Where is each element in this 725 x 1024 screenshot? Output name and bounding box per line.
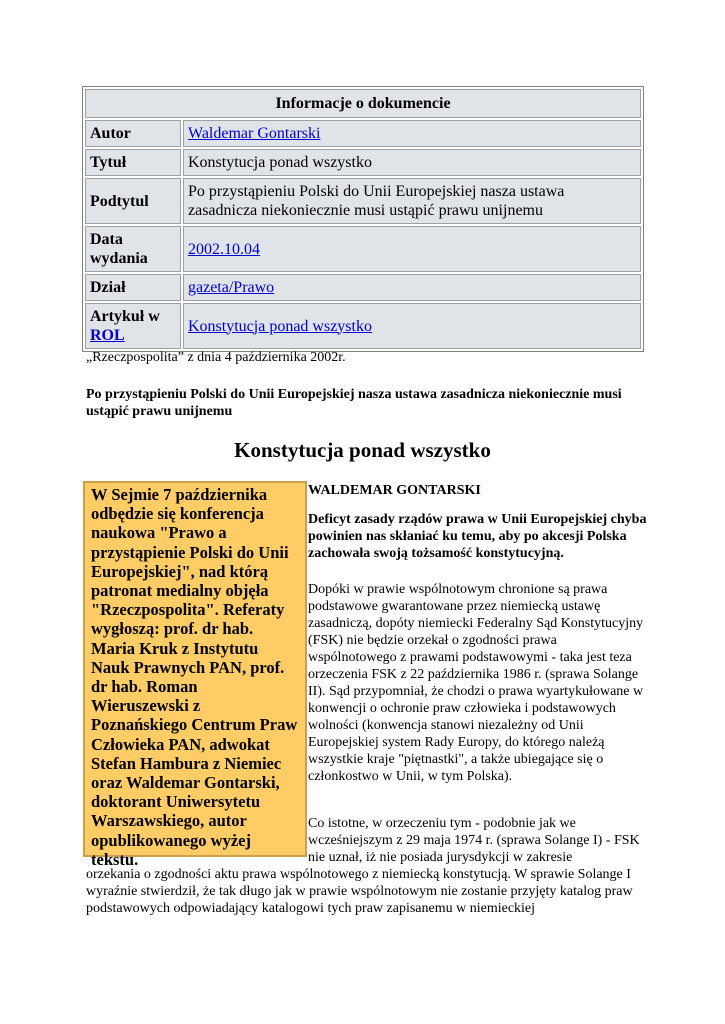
title-label: Tytuł <box>85 149 181 176</box>
table-row <box>85 226 641 272</box>
subtitle-value: Po przystąpieniu Polski do Unii Europejskiej nasza ustawa zasadnicza niekoniecznie musi ustąpić prawu unijnemu <box>183 178 641 224</box>
section-link[interactable]: gazeta/Prawo <box>188 279 275 296</box>
subtitle-label: Podtytul <box>85 178 181 224</box>
author-link[interactable]: Waldemar Gontarski <box>188 125 321 142</box>
table-row <box>85 274 641 301</box>
article-in-label <box>85 303 181 349</box>
article-in-prefix: Artykuł w <box>90 308 160 325</box>
table-row <box>85 303 641 349</box>
table-header: Informacje o dokumencie <box>85 89 641 118</box>
section-label: Dział <box>85 274 181 301</box>
lead-paragraph: Po przystąpieniu Polski do Unii Europejskiej nasza ustawa zasadnicza niekoniecznie musi ustąpić prawu unijnemu <box>86 387 622 419</box>
table-header-row <box>85 89 641 118</box>
article-paragraph-2-continued: orzekania o zgodności aktu prawa wspólnotowego z niemiecką konstytucją. W sprawie Solange I wyraźnie stwierdził, że tak długo jak w prawie wspólnotowym nie zostanie przyjęty katalog praw podstawowych odpowiadający katalogowi tych praw zapisanemu w niemieckiej <box>86 867 633 916</box>
date-label: Data wydania <box>85 226 181 272</box>
source-line: „Rzeczpospolita” z dnia 4 października 2002r. <box>86 350 346 365</box>
document-info-table <box>82 86 644 352</box>
rol-link[interactable]: ROL <box>90 327 125 344</box>
article-title: Konstytucja ponad wszystko <box>234 438 491 462</box>
table-row <box>85 120 641 147</box>
article-intro: Deficyt zasady rządów prawa w Unii Europejskiej chyba powinien nas skłaniać ku temu, aby po akcesji Polska zachowała swoją tożsamość konstytucyjną. <box>308 512 647 561</box>
article-paragraph: Dopóki w prawie wspólnotowym chronione są prawa podstawowe gwarantowane przez niemiecką ustawę zasadniczą, dopóty niemiecki Federalny Sąd Konstytucyjny (FSK) nie będzie orzekał o zgodności prawa wspólnotowego z prawami podstawowymi - taka jest teza orzeczenia FSK z 22 października 1986 r. (sprawa Solange II). Sąd przypomniał, że chodzi o prawa wyartykułowane w konwencji o ochronie praw człowieka i podstawowych wolności (konwencja stanowi niezależny od Unii Europejskiej system Rady Europy, do którego należą wszystkie kraje "piętnastki", a także ubiegające się o członkostwo w Unii, w tym Polska). <box>308 582 644 784</box>
date-link[interactable]: 2002.10.04 <box>188 240 260 258</box>
author-label: Autor <box>85 120 181 147</box>
conference-note-box: W Sejmie 7 października odbędzie się konferencja naukowa "Prawo a przystąpienie Polski do Unii Europejskiej", nad którą patronat medialny objęła "Rzeczpospolita". Referaty wygłoszą: prof. dr hab. Maria Kruk z Instytutu Nauk Prawnych PAN, prof. dr hab. Roman Wieruszewski z Poznańskiego Centrum Praw Człowieka PAN, adwokat Stefan Hambura z Niemiec oraz Waldemar Gontarski, doktorant Uniwersytetu Warszawskiego, autor opublikowanego wyżej tekstu. <box>83 481 307 857</box>
table-row <box>85 178 641 224</box>
article-paragraph-2-start: Co istotne, w orzeczeniu tym - podobnie jak we wcześniejszym z 29 maja 1974 r. (sprawa Solange I) - FSK nie uznał, iż nie posiada jurysdykcji w zakresie <box>308 816 640 865</box>
table-row <box>85 149 641 176</box>
article-author: WALDEMAR GONTARSKI <box>308 483 481 498</box>
title-value: Konstytucja ponad wszystko <box>183 149 641 176</box>
article-link[interactable]: Konstytucja ponad wszystko <box>188 317 372 335</box>
